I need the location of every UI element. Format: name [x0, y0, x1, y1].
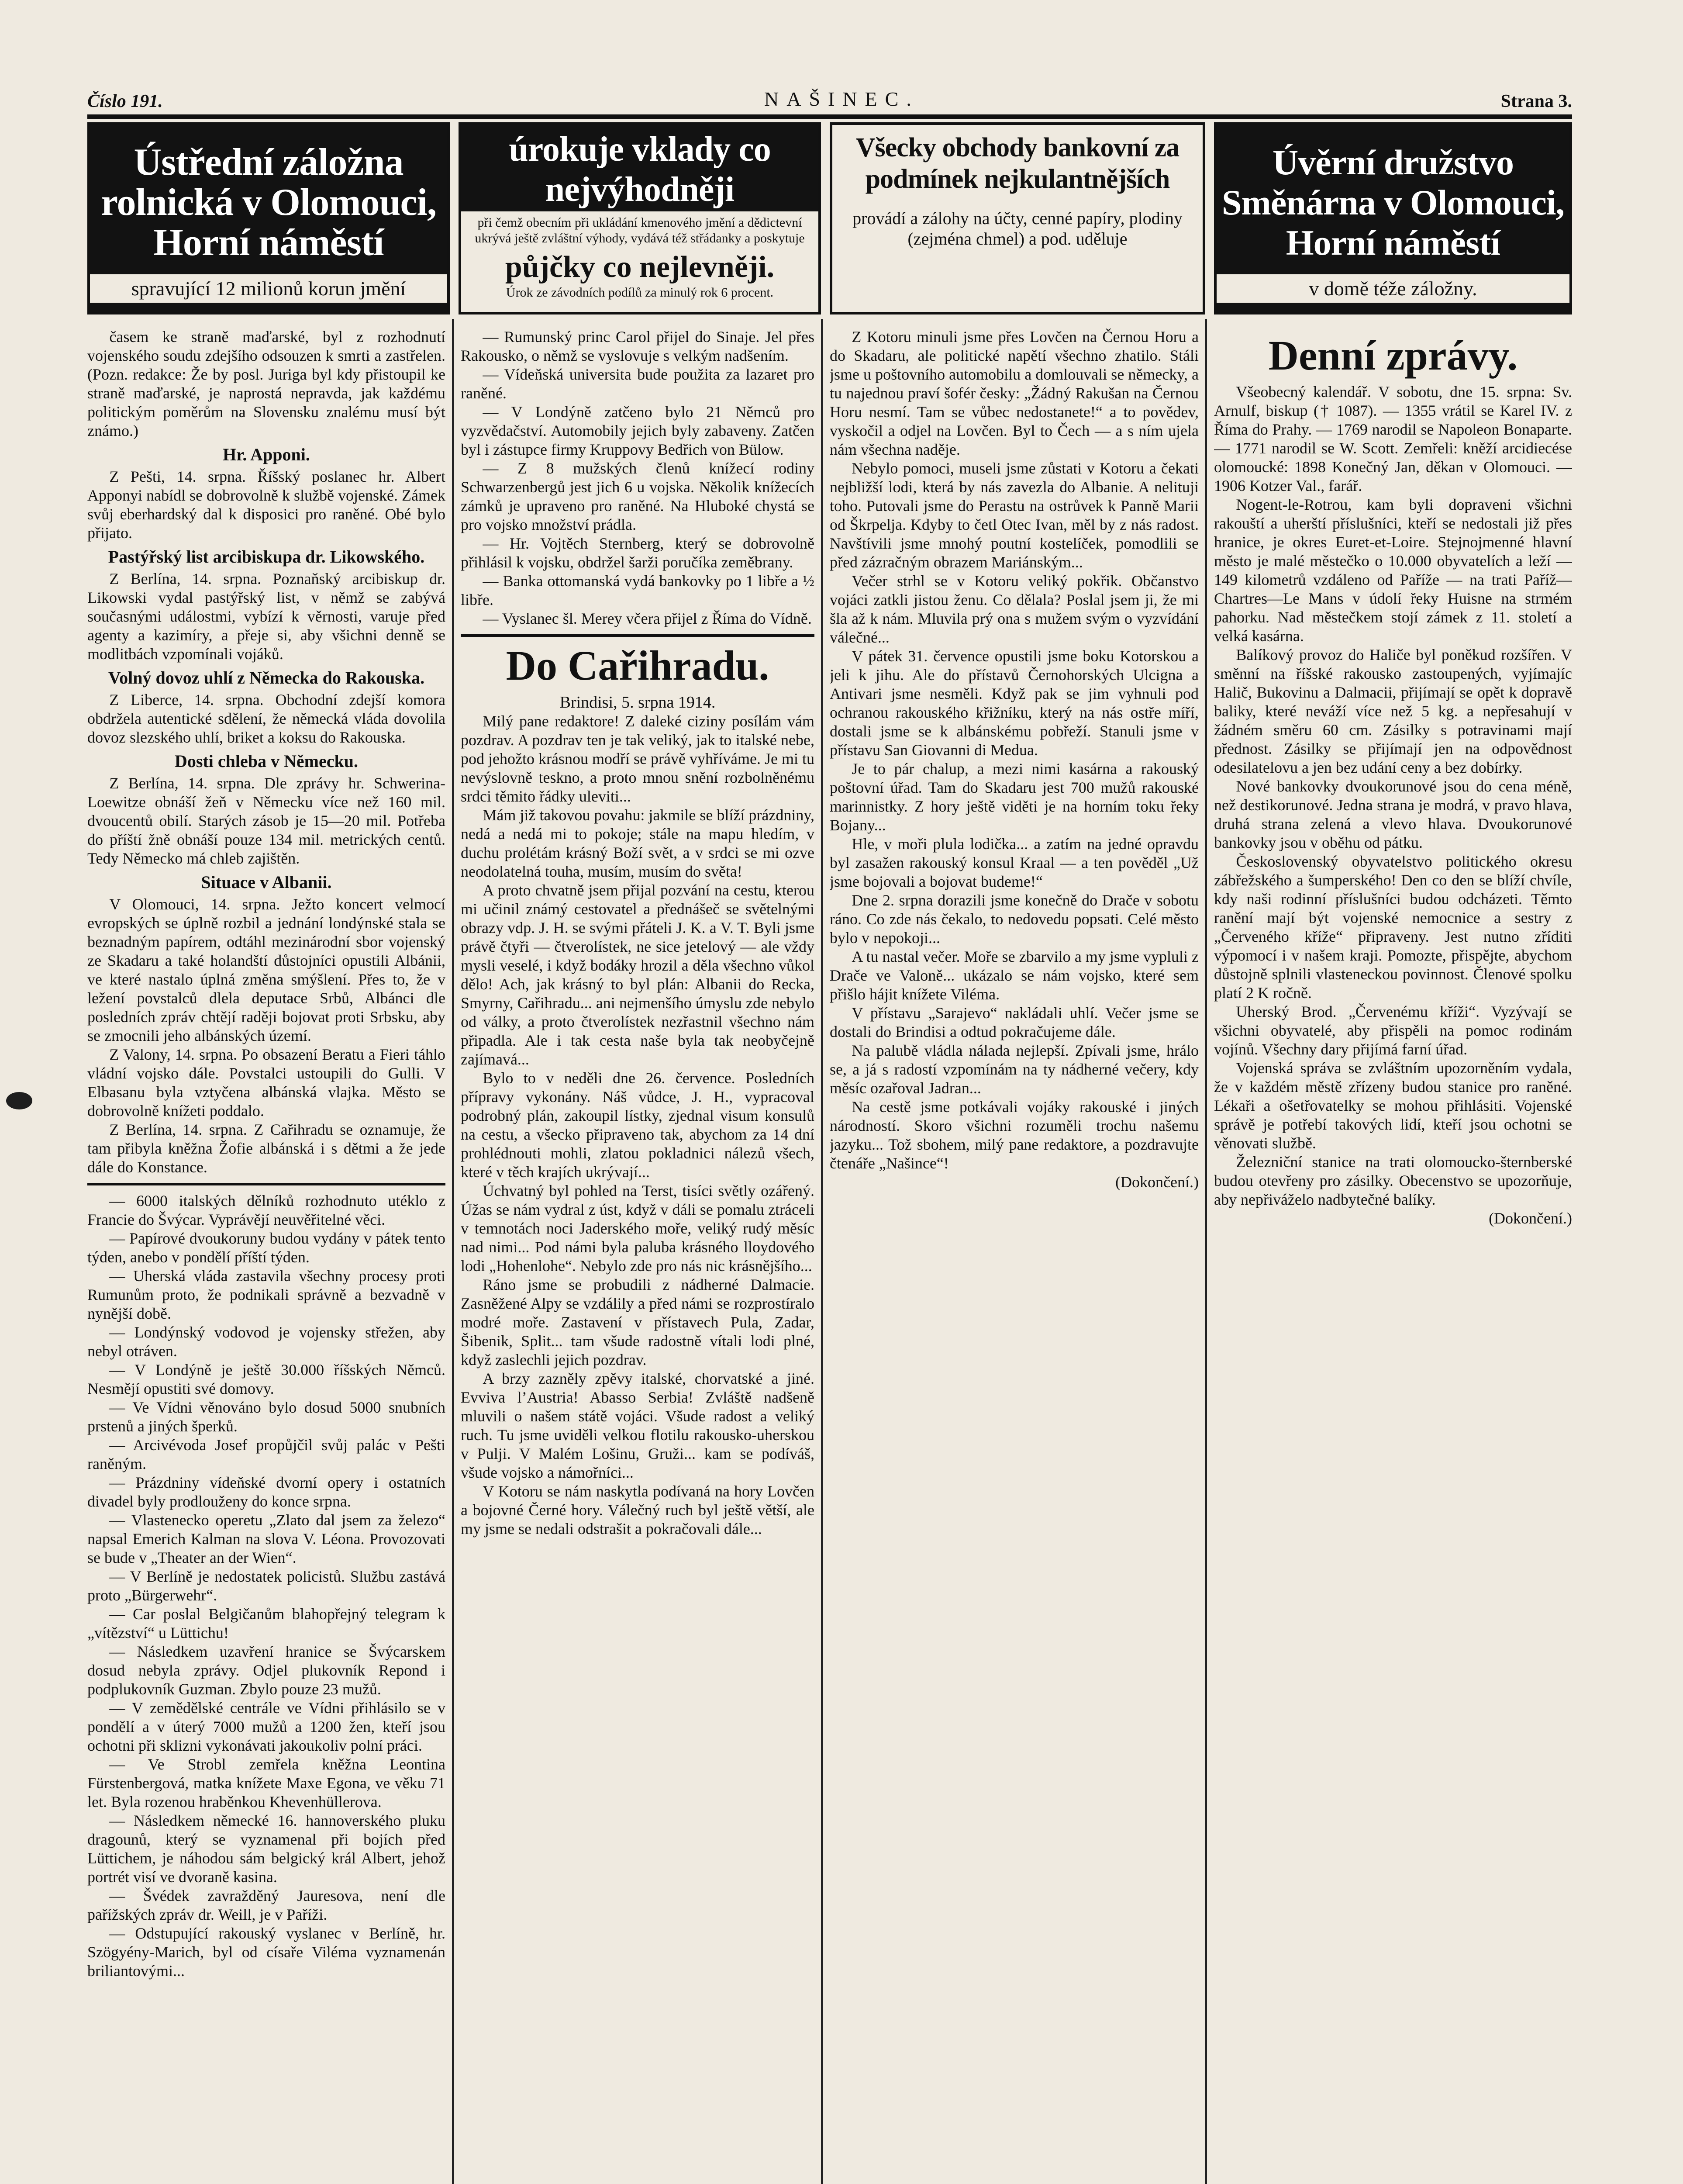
- article-paragraph: V Kotoru se nám naskytla podívaná na hory Lovčen a bojovné Černé hory. Válečný ruch byl ještě větší, ale my jsme se nedali odstrašit a pokračovali dále...: [461, 1482, 814, 1538]
- article-paragraph: Ráno jsme se probudili z nádherné Dalmacie. Zasněžené Alpy se vzdálily a před námi se rozprostíralo modré moře. Zastavení v přístavech Pula, Zadar, Šibenik, Split... tam všude radostně vítali lodi plné, když zaslechli jejich pozdrav.: [461, 1276, 814, 1368]
- ad-text: při čemž obecním při ukládání kmenového jmění a dědictevní ukrývá ještě zvláštní výhody, vydává též střádanky a poskytuje: [475, 215, 805, 245]
- article-paragraph: Z Liberce, 14. srpna. Obchodní zdejší komora obdržela autentické sdělení, že německá vláda dovolila dovoz slezského uhlí, briket a koksu do Rakouska.: [87, 691, 445, 746]
- news-item: — V Londýně zatčeno bylo 21 Němců pro vyzvědačství. Automobily jejich byly zabaveny. Zatčen byl i zástupce firmy Kruppovy Bedřich von Bülow.: [461, 403, 814, 458]
- article-paragraph: V Olomouci, 14. srpna. Ježto koncert velmocí evropských se úplně rozbil a jednání londýnské stala se beznadným papírem, odtáhl mezinárodní sbor vojenský ze Skadaru a také holandští důstojníci opustili Albánii, ve které nastalo úplná změna smýšlení. Přes to, že v ležení povstalců dlela deputace Srbů, Albánci dle posledních zpráv chtějí raději bojovat proti Srbsku, aby se zmocnili jeho albánských území.: [87, 895, 445, 1044]
- article-paragraph: Z Pešti, 14. srpna. Říšský poslanec hr. Albert Apponyi nabídl se dobrovolně k službě vojenské. Zámek svůj eberhardský dal k disposici pro raněné. Obé bylo přijato.: [87, 468, 445, 542]
- news-item: — Švédek zavražděný Jauresova, není dle pařížských zpráv dr. Weill, je v Paříži.: [87, 1887, 445, 1923]
- news-item: — Ve Vídni věnováno bylo dosud 5000 snubních prstenů a jiných šperků.: [87, 1399, 445, 1435]
- section-rule: [87, 1183, 445, 1185]
- news-item: — Londýnský vodovod je vojensky střežen, aby nebyl otráven.: [87, 1324, 445, 1360]
- news-item: Všeobecný kalendář. V sobotu, dne 15. srpna: Sv. Arnulf, biskup († 1087). — 1355 vrátil se Karel IV. z Říma do Prahy. — 1769 narodil se Napoleon Bonaparte. — 1771 narodil se W. Scott. Zemřeli: kněží arcidiecése olomoucké: 1898 Konečný Jan, děkan v Olomouci. — 1906 Kotzer Val., farář.: [1214, 383, 1572, 494]
- ad-title: Všecky obchody bankovní za podmínek nejkulantnějších: [855, 133, 1179, 194]
- article-paragraph: A tu nastal večer. Moře se zbarvilo a my jsme vypluli z Drače ve Valoně... ukázalo se nám vojsko, které sem přišlo hájit knížete Viléma.: [830, 948, 1199, 1003]
- article-paragraph: A brzy zazněly zpěvy italské, chorvatské a jiné. Evviva l’Austria! Abasso Serbia! Zvláště nadšeně mluvili o našem státě vojáci. Všude radost a veliký ruch. Tu jsme uviděli velkou flotilu rakousko-uherskou v Pulji. V Malém Lošinu, Gruži... kam se podíváš, všude vojsko a námořníci...: [461, 1370, 814, 1481]
- article-paragraph: A proto chvatně jsem přijal pozvání na cestu, kterou mi učinil známý cestovatel a přednášeč se světelnými obrazy vdp. J. H. se svými přáteli J. K. a V. T. Byli jsme právě čtyři — čtverolístek, ne sice jetelový — ale vždy mysli veselé, i když bodáky hrozil a děla všechno vůkol dělo! Ach, jak krásný to byl plán: Albanii do Recka, Smyrny, Cařihradu... ani nejmenšího úmyslu zde nebylo od války, a proto čtverolístek nezřastnil všechno nám připadla. Ale i tak cesta naše byla tak neobyčejně zajímavá...: [461, 881, 814, 1068]
- ad-title: Úvěrní družstvo Směnárna v Olomouci, Horní náměstí: [1221, 142, 1565, 263]
- news-item: — Následkem německé 16. hannoverského pluku dragounů, který se vyznamenal při bojích před Lüttichem, je náhodou sám belgický král Albert, jehož portrét visí ve dvoraně kasina.: [87, 1812, 445, 1886]
- article-paragraph: V pátek 31. července opustili jsme boku Kotorskou a jeli k jihu. Ale do přístavů Černohorských Ulcigna a Antivari jsme nesměli. Když pak se jim vyhnuli pod ochranou rakouského křižníku, který na nás ostře míří, dostali jsme se k albánskému pobřeží. Stanuli jsme v přístavu San Giovanni di Medua.: [830, 647, 1199, 759]
- article-paragraph: Z Kotoru minuli jsme přes Lovčen na Černou Horu a do Skadaru, ale politické napětí všechno zhatilo. Stáli jsme u poštovního automobilu a domlouvali se německy, a tu najednou praví šofér česky: „Žádný Rakušan na Černou Horu nesmí. Tam se vůbec nedostanete!“ a to povědev, vyskočil a odjel na Lovčen. Byl to Čech — a s ním ujela nám všechna naděje.: [830, 328, 1199, 458]
- article-paragraph: časem ke straně maďarské, byl z rozhodnutí vojenského soudu zdejšího odsouzen k smrti a zastřelen. (Pozn. redakce: Že by posl. Juriga byl kdy přistoupil ke straně maďarské, je naprostá nepravda, jak každému politickým poměrům na Slovensku znalému musí být známo.): [87, 328, 445, 439]
- news-item: — Vyslanec šl. Merey včera přijel z Říma do Vídně.: [483, 610, 812, 627]
- continuation-note: (Dokončení.): [1489, 1209, 1572, 1227]
- news-item: — Arcivévoda Josef propůjčil svůj palác v Pešti raněným.: [87, 1436, 445, 1472]
- ad-highlight: půjčky co nejlevněji.: [505, 250, 775, 284]
- article-paragraph: Na cestě jsme potkávali vojáky rakouské i jiných národností. Skoro všichni rozuměli trochu našemu jazyku... Tož sbohem, milý pane redaktore, a pozdravujte čtenáře „Našince“!: [830, 1098, 1199, 1172]
- column-rule: [1205, 319, 1207, 2184]
- article-paragraph: Večer strhl se v Kotoru veliký pokřik. Občanstvo vojáci zatkli jistou ženu. Co dělala? Poslal jsem ji, že mi šla až k nám. Mluvila prý ona s mužem svým o vyzvídání válečné...: [830, 572, 1199, 646]
- continuation-note: (Dokončení.): [1115, 1173, 1199, 1191]
- column-rule: [452, 319, 454, 2184]
- news-item: Vojenská správa se zvláštním upozorněním vydala, že v každém městě zřízeny budou stanice pro raněné. Lékaři a ošetřovatelky se mohou přihlásiti. Vojenské správě je potřebí takových lidí, kteří jsou ochotni se věnovati službě.: [1214, 1059, 1572, 1152]
- column-2: [461, 328, 814, 2184]
- news-item: Nové bankovky dvoukorunové jsou do cena méně, než destikorunové. Jedna strana je modrá, v pravo hlava, druhá strana zelená a vlevo hlava. Dvoukorunové bankovky jsou v oběhu od pátku.: [1214, 778, 1572, 851]
- article-paragraph: Milý pane redaktore! Z daleké ciziny posílám vám pozdrav. A pozdrav ten je tak veliký, jak to italské nebe, pod jehožto krásnou modří se právě vyhříváme. Je mi tu nevýslovně teskno, a proto mnou snění rozbolněnému srdci těmito řádky uleviti...: [461, 712, 814, 805]
- article-paragraph: Mám již takovou povahu: jakmile se blíží prázdniny, nedá a nedá mi to pokoje; stále na mapu hledím, v duchu prolétám krásný Boží svět, a v srdci se mi ozve neodolatelná touha, musím, musím do světa!: [461, 806, 814, 880]
- article-paragraph: Z Valony, 14. srpna. Po obsazení Beratu a Fieri táhlo vládní vojsko dále. Povstalci ustoupili do Gulli. V Elbasanu byla vztyčena albánská vlajka. Město se dobrovolně knížeti poddalo.: [87, 1046, 445, 1120]
- news-item: — Vlastenecko operetu „Zlato dal jsem za železo“ napsal Emerich Kalman na slova V. Léona. Provozovati se bude v „Theater an der Wien“.: [87, 1511, 445, 1566]
- article-heading: Hr. Apponi.: [223, 445, 310, 464]
- section-rule: [461, 634, 814, 637]
- news-item: — Prázdniny vídeňské dvorní opery i ostatních divadel byly prodlouženy do konce srpna.: [87, 1474, 445, 1510]
- article-paragraph: V přístavu „Sarajevo“ nakládali uhlí. Večer jsme se dostali do Brindisi a odtud pokračujeme dále.: [830, 1004, 1199, 1040]
- column-3: [830, 328, 1199, 2184]
- news-item: — V zemědělské centrále ve Vídni přihlásilo se v pondělí a v úterý 7000 mužů a 1200 žen, kteří jsou ochotni při sklizni vykonávati jakoukoliv polní práci.: [87, 1699, 445, 1754]
- news-item: — Následkem uzavření hranice se Švýcarskem dosud nebyla zprávy. Odjel plukovník Repond i podplukovník Guzman. Zbylo pouze 23 mužů.: [87, 1643, 445, 1698]
- ink-blot: [6, 1092, 32, 1109]
- news-item: — Odstupující rakouský vyslanec v Berlíně, hr. Szögyény-Marich, byl od císaře Viléma vyznamenán briliantovými...: [87, 1925, 445, 1980]
- news-item: Československý obyvatelstvo politického okresu zábřežského a šumperského! Den co den se blíží chvíle, kdy naši rodinní příslušníci budou odcházeti. Těmto ranění mají být vojenské nemocnice a sestry z „Červeného kříže“ připraveny. Jest nutno zříditi výpomocí i v našem kraji. Pomozte, přispějte, abychom důstojně splnili vlasteneckou povinnost. Členové spolku platí 2 K ročně.: [1214, 853, 1572, 1002]
- news-item: — Car poslal Belgičanům blahopřejný telegram k „vítězství“ u Lüttichu!: [87, 1605, 445, 1641]
- news-item: — Uherská vláda zastavila všechny procesy proti Rumunům proto, že podnikali správně a bezvadně v nynější době.: [87, 1267, 445, 1322]
- article-paragraph: Na palubě vládla nálada nejlepší. Zpívali jsme, hrálo se, a já s radostí vzpomínám na ty nádherné večery, kdy měsíc ozařoval Jadran...: [830, 1042, 1199, 1097]
- ad-text: v domě téže záložny.: [1217, 274, 1569, 303]
- news-item: Nogent-le-Rotrou, kam byli dopraveni všichni rakouští a uherští příslušníci, kteří se nedostali již přes hranice, je okres Euret-et-Loire. Stejnojmenné hlavní město je malé městečko o 10.000 obyvatelích a leží — 149 kilometrů vzdáleno od Paříže — na trati Paříž—Chartres—Le Mans v údolí řeky Huisne na strmém pahorku. Nad městečkem stojí zámek z 11. století a velká kasárna.: [1214, 496, 1572, 645]
- ad-urokuje-vklady: [459, 122, 821, 314]
- news-item: — Vídeňská universita bude použita za lazaret pro raněné.: [461, 366, 814, 402]
- column-rule: [821, 319, 823, 2184]
- ad-uverni-druzstvo: [1214, 122, 1572, 314]
- news-item: — Banka ottomanská vydá bankovky po 1 libře a ½ libře.: [461, 572, 814, 608]
- ad-bankovni-obchody: [830, 122, 1205, 314]
- news-item: — Ve Strobl zemřela kněžna Leontina Fürstenbergová, matka knížete Maxe Egona, ve věku 71 let. Byla rozenou hraběnkou Khevenhüllerova.: [87, 1755, 445, 1811]
- page-header: [87, 87, 1572, 114]
- masthead-title: NAŠINEC.: [764, 88, 919, 110]
- article-paragraph: Úchvatný byl pohled na Terst, tisíci světly ozářený. Úžas se nám vydral z úst, když v dáli se pomalu ztráceli v temnotách noci Jaderského moře, veliký rudý měsíc nad nimi... Pod námi byla paluba krásného lloydového lodi „Hohenlohe“. Nebylo zde pro nás nic krásnějšího...: [461, 1182, 814, 1275]
- page-number: Strana 3.: [1500, 91, 1572, 111]
- section-title: Denní zprávy.: [1268, 332, 1518, 379]
- article-paragraph: Z Berlína, 14. srpna. Poznaňský arcibiskup dr. Likowski vydal pastýřský list, v němž se zabývá současnými událostmi, vybízí k věrnosti, varuje před agenty a kazimíry, a přeje si, aby všichni denně se modlitbách vzpomínali vojáků.: [87, 570, 445, 663]
- dateline: Brindisi, 5. srpna 1914.: [559, 693, 716, 712]
- ad-text: provádí a zálohy na účty, cenné papíry, plodiny (zejména chmel) a pod. uděluje: [852, 208, 1183, 249]
- article-paragraph: Nebylo pomoci, museli jsme zůstati v Kotoru a čekati nejbližší lodi, která by nás zavezla do Albanie. A nelituji toho. Putovali jsme do Perastu na ostrůvek k Panně Marii od Škrpelja. Kdyby to četl Otec Ivan, měl by z nás radost. Navštívili jsme mnohý poutní kostelíček, pomodlili se před zázračným obrazem Mariánským...: [830, 460, 1199, 571]
- article-heading: Situace v Albanii.: [201, 872, 332, 892]
- article-paragraph: Z Berlína, 14. srpna. Z Cařihradu se oznamuje, že tam přibyla kněžna Žofie albánská i s dětmi a že jede dále do Konstance.: [87, 1121, 445, 1176]
- article-paragraph: Je to pár chalup, a mezi nimi kasárna a rakouský poštovní úřad. Tam do Skadaru jest 700 mužů rakouské marinnistky. Z hory ještě viděti je na horním toku řeky Bojany...: [830, 760, 1199, 834]
- ad-text: spravující 12 milionů korun jmění: [90, 274, 447, 303]
- news-item: — Hr. Vojtěch Sternberg, který se dobrovolně přihlásil k vojsku, obdržel šarži poručíka zeměbrany.: [461, 535, 814, 571]
- feature-title: Do Cařihradu.: [506, 642, 769, 689]
- column-1: [87, 328, 445, 2184]
- article-paragraph: Z Berlína, 14. srpna. Dle zprávy hr. Schwerina-Loewitze obnáší žeň v Německu více než 160 mil. dvoucentů obilí. Starých zásob je 15—20 mil. Potřeba do příští žně obnáší pouze 134 mil. metrických centů. Tedy Německo má chleb zajištěn.: [87, 774, 445, 867]
- article-heading: Volný dovoz uhlí z Německa do Rakouska.: [108, 668, 425, 688]
- news-item: — Z 8 mužských členů knížecí rodiny Schwarzenbergů jest jich 6 u vojska. Několik knížecích zámků je upraveno pro raněné. Na Hluboké chystá se pro vojsko množství prádla.: [461, 460, 814, 533]
- news-item: — 6000 italských dělníků rozhodnuto utéklo z Francie do Švýcar. Vyprávějí neuvěřitelné věci.: [87, 1192, 445, 1228]
- header-rule: [87, 114, 1572, 119]
- article-heading: Pastýřský list arcibiskupa dr. Likowského.: [108, 547, 425, 567]
- news-item: — Rumunský princ Carol přijel do Sinaje. Jel přes Rakousko, o němž se vyslovuje s velkým nadšením.: [461, 328, 814, 364]
- ad-title: úrokuje vklady co nejvýhodněji: [461, 125, 818, 211]
- news-item: — V Berlíně je nedostatek policistů. Službu zastává proto „Bürgerwehr“.: [87, 1568, 445, 1604]
- ad-note: Úrok ze závodních podílů za minulý rok 6 procent.: [506, 285, 774, 300]
- news-item: Železniční stanice na trati olomoucko-šternberské budou otevřeny pro zásilky. Obecenstvo se upozorňuje, aby nepřiváželo nadbytečné balíky.: [1214, 1153, 1572, 1208]
- article-paragraph: Hle, v moři plula lodička... a zatím na jedné opravdu byl zasažen rakouský konsul Kraal — a ten pověděl „Už jsme bojovali a bojovat budeme!“: [830, 835, 1199, 890]
- ad-ustredni-zalozna: [87, 122, 450, 314]
- article-paragraph: Bylo to v neděli dne 26. července. Posledních přípravy vykonány. Náš vůdce, J. H., vypracoval podrobný plán, zakoupil lístky, zjednal visum konsulů na cestu, a všecko připraveno tak, abychom za 14 dní prohlédnouti mohli, zlatou pokladnici nálezů všech, které v těch krajích ukrývají...: [461, 1069, 814, 1181]
- column-4: [1214, 328, 1572, 2184]
- article-paragraph: Dne 2. srpna dorazili jsme konečně do Drače v sobotu ráno. Co zde nás čekalo, to nedovedu popsati. Celé město bylo v nepokoji...: [830, 892, 1199, 947]
- news-item: — V Londýně je ještě 30.000 říšských Němců. Nesmějí opustiti své domovy.: [87, 1361, 445, 1397]
- news-item: — Papírové dvoukoruny budou vydány v pátek tento týden, anebo v pondělí příští týden.: [87, 1230, 445, 1266]
- news-item: Uherský Brod. „Červenému kříži“. Vyzývají se všichni obyvatelé, aby přispěli na pomoc rodinám vojínů. Všechny dary přijímá farní úřad.: [1214, 1003, 1572, 1058]
- ad-title: Ústřední záložna rolnická v Olomouci, Horní náměstí: [101, 141, 436, 264]
- news-item: Balíkový provoz do Haliče byl poněkud rozšířen. V směnní na říšské rakousko zastoupených, vyjímajíc Halič, Bukovinu a Dalmacii, přijímají se opět k dopravě baliky, které neváží více než 5 kg. a nepřesahují v žádném směru 60 cm. Zásilky s potravinami mají přednost. Zásilky se přijímají jen na odpovědnost odesilatelovu a jen bez udání ceny a bez dobírky.: [1214, 646, 1572, 776]
- issue-number: Číslo 191.: [87, 91, 163, 111]
- article-heading: Dosti chleba v Německu.: [175, 751, 358, 771]
